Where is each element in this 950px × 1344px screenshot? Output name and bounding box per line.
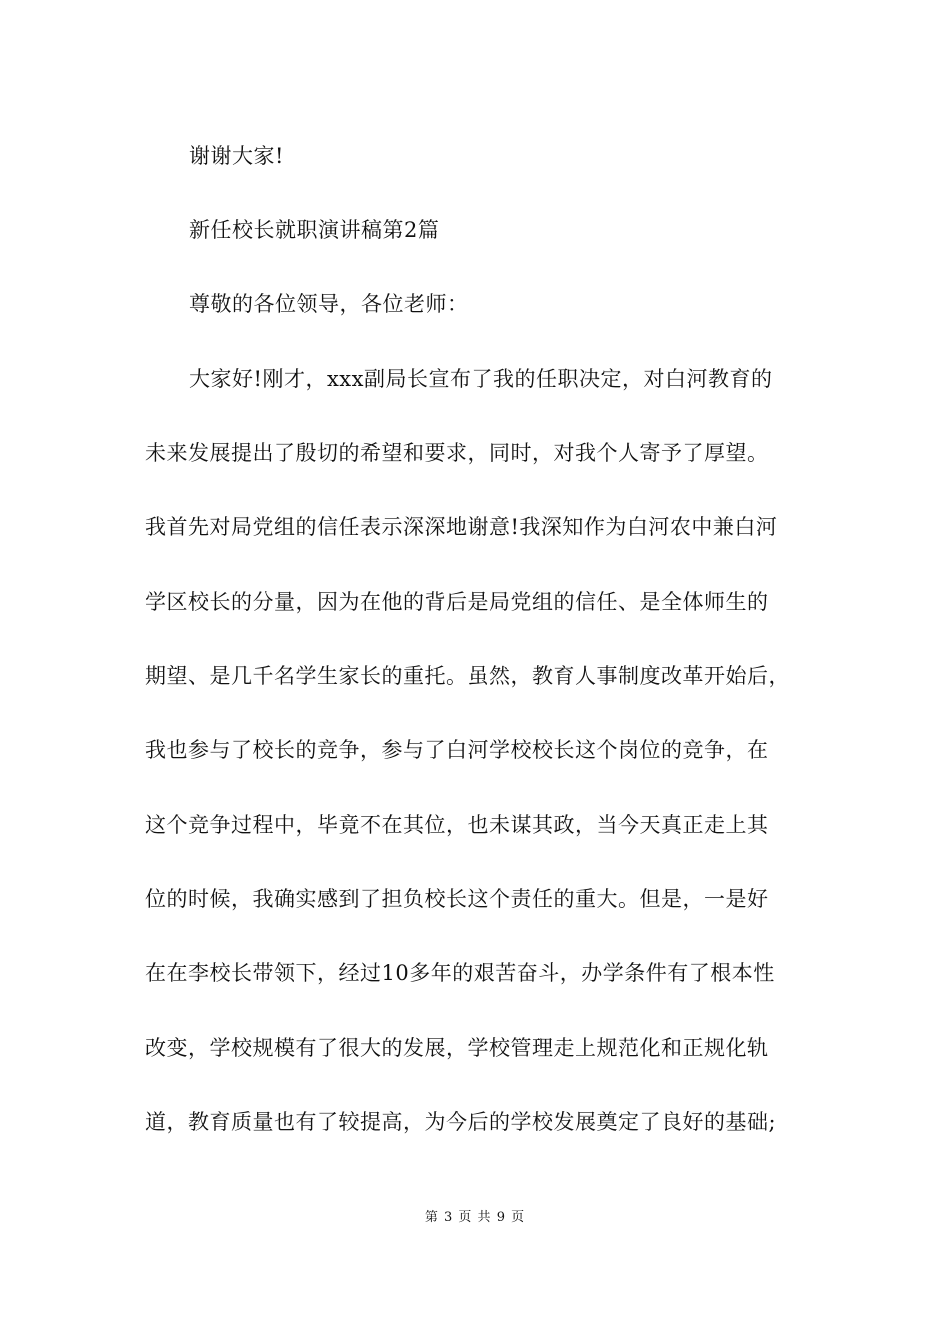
salutation-line: 尊敬的各位领导，各位老师： (189, 292, 469, 316)
body-line-8: 位的时候，我确实感到了担负校长这个责任的重大。但是，一是好 (145, 887, 769, 911)
closing-line: 谢谢大家! (189, 144, 284, 168)
body-line-2: 未来发展提出了殷切的希望和要求，同时，对我个人寄予了厚望。 (145, 441, 769, 465)
body-line-5: 期望、是几千名学生家长的重托。虽然，教育人事制度改革开始后， (145, 664, 790, 688)
section-heading: 新任校长就职演讲稿第2篇 (189, 218, 440, 242)
body-line-10: 改变，学校规模有了很大的发展，学校管理走上规范化和正规化轨 (145, 1036, 769, 1060)
body-line-1: 大家好!刚才，xxx副局长宣布了我的任职决定，对白河教育的 (189, 367, 773, 391)
body-line-3: 我首先对局党组的信任表示深深地谢意!我深知作为白河农中兼白河 (145, 515, 778, 539)
body-line-6: 我也参与了校长的竞争，参与了白河学校校长这个岗位的竞争，在 (145, 738, 769, 762)
body-line-11: 道，教育质量也有了较提高，为今后的学校发展奠定了良好的基础; (145, 1110, 777, 1134)
body-line-4: 学区校长的分量，因为在他的背后是局党组的信任、是全体师生的 (145, 590, 769, 614)
page-number-footer: 第 3 页 共 9 页 (424, 1210, 526, 1225)
body-line-9: 在在李校长带领下，经过10多年的艰苦奋斗，办学条件有了根本性 (145, 961, 775, 985)
body-line-7: 这个竞争过程中，毕竟不在其位，也未谋其政，当今天真正走上其 (145, 813, 769, 837)
